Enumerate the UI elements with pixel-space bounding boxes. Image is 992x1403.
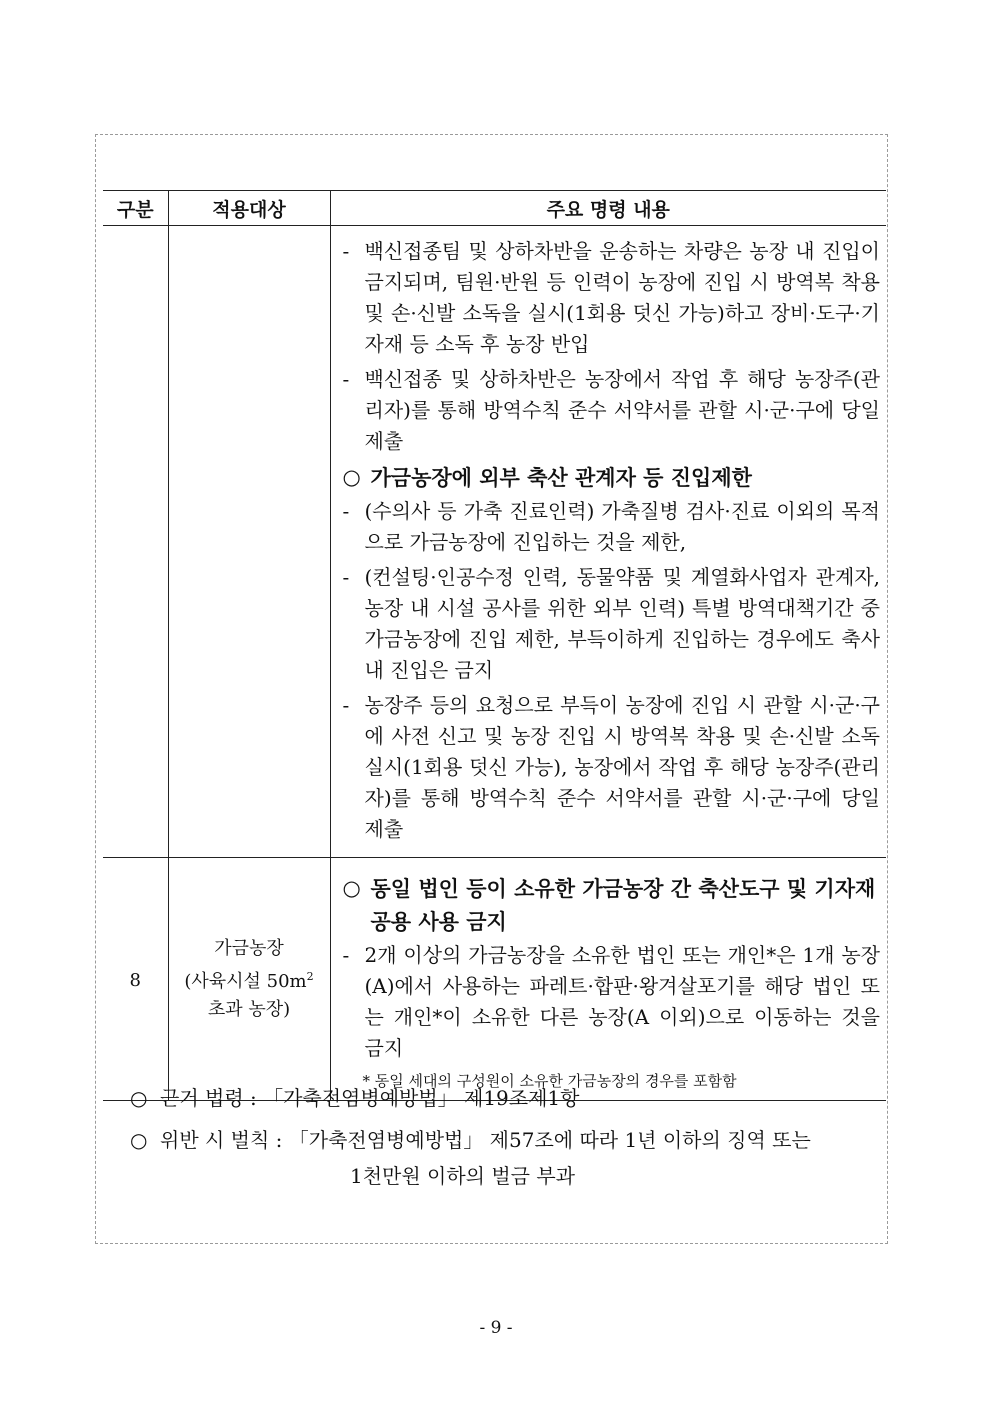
dash-marker: - (342, 239, 350, 263)
footnote: * 동일 세대의 구성원이 소유한 가금농장의 경우를 포함함 (362, 1072, 737, 1090)
row-number: 8 (129, 970, 141, 991)
table-row (103, 858, 886, 1101)
item-text: 백신접종 및 상하차반은 농장에서 작업 후 해당 농장주(관리자)를 통해 방역수칙 준수 서약서를 관할 시·군·구에 당일 제출 (364, 367, 880, 453)
list-item (343, 940, 881, 1064)
penalty-text (160, 1122, 890, 1194)
legal-footer (130, 1080, 890, 1200)
section-heading (343, 872, 881, 938)
list-item (343, 364, 881, 457)
item-text: (컨설팅·인공수정 인력, 동물약품 및 계열화사업자 관계자, 농장 내 시설 공사를 위한 외부 인력) 특별 방역대책기간 중 가금농장에 진입 제한, 부득이하게 진입하는 경우에도 축사 내 진입은 금지 (364, 565, 880, 682)
dash-marker: - (342, 367, 350, 391)
circle-marker: ○ (342, 876, 361, 900)
target-line3: 초과 농장) (207, 998, 291, 1020)
circle-marker: ○ (130, 1128, 148, 1152)
dash-marker: - (342, 943, 350, 967)
list-item (343, 236, 881, 360)
heading-text: 동일 법인 등이 소유한 가금농장 간 축산도구 및 기자재 공용 사용 금지 (370, 876, 876, 934)
item-text: 백신접종팀 및 상하차반을 운송하는 차량은 농장 내 진입이 금지되며, 팀원·반원 등 인력이 농장에 진입 시 방역복 착용 및 손·신발 소독을 실시(1회용 덧신 가능)하고 장비·도구·기자재 등 소독 후 농장 반입 (364, 239, 880, 356)
item-text: 농장주 등의 요청으로 부득이 농장에 진입 시 관할 시·군·구에 사전 신고 및 농장 진입 시 방역복 착용 및 손·신발 소독 실시(1회용 덧신 가능), 농장에서 작업 후 해당 농장주(관리자)를 통해 방역수칙 준수 서약서를 관할 시·군·구에 당일 제출 (364, 693, 880, 841)
row1-content-cell (330, 226, 886, 858)
list-item (343, 496, 881, 558)
item-text: (수의사 등 가축 진료인력) 가축질병 검사·진료 이외의 목적으로 가금농장에 진입하는 것을 제한, (364, 499, 880, 554)
page-number: - 9 - (479, 1318, 513, 1338)
header-target: 적용대상 (168, 191, 330, 226)
row1-number-cell (103, 226, 168, 858)
circle-marker: ○ (342, 465, 361, 489)
table-header-row (103, 191, 886, 226)
item-text: 2개 이상의 가금농장을 소유한 법인 또는 개인*은 1개 농장(A)에서 사용하는 파레트·합판·왕겨살포기를 해당 법인 또는 개인*이 소유한 다른 농장(A 이외)으로 이동하는 것을 금지 (364, 943, 880, 1060)
circle-marker: ○ (130, 1086, 148, 1110)
penalty-line1: 위반 시 벌칙 : 「가축전염병예방법」 제57조에 따라 1년 이하의 징역 또는 (160, 1128, 811, 1152)
order-table (103, 190, 886, 1101)
target-line2-text: (사육시설 50m (184, 970, 307, 992)
superscript-2: 2 (306, 969, 314, 983)
row1-target-cell (168, 226, 330, 858)
row2-number-cell (103, 858, 168, 1101)
penalty-line2: 1천만원 이하의 벌금 부과 (350, 1164, 575, 1188)
basis-line (130, 1080, 890, 1116)
dash-marker: - (342, 693, 350, 717)
header-content: 주요 명령 내용 (330, 191, 886, 226)
table-row (103, 226, 886, 858)
target-line2 (169, 963, 330, 996)
penalty-line (130, 1122, 890, 1194)
row2-target-cell (168, 858, 330, 1101)
basis-text: 근거 법령 : 「가축전염병예방법」 제19조제1항 (160, 1086, 580, 1110)
section-heading (343, 461, 881, 494)
list-item (343, 562, 881, 686)
row2-content-cell (330, 858, 886, 1101)
list-item (343, 690, 881, 845)
heading-text: 가금농장에 외부 축산 관계자 등 진입제한 (370, 465, 752, 490)
dash-marker: - (342, 565, 350, 589)
target-line1: 가금농장 (214, 937, 284, 959)
header-category: 구분 (103, 191, 168, 226)
dash-marker: - (342, 499, 350, 523)
